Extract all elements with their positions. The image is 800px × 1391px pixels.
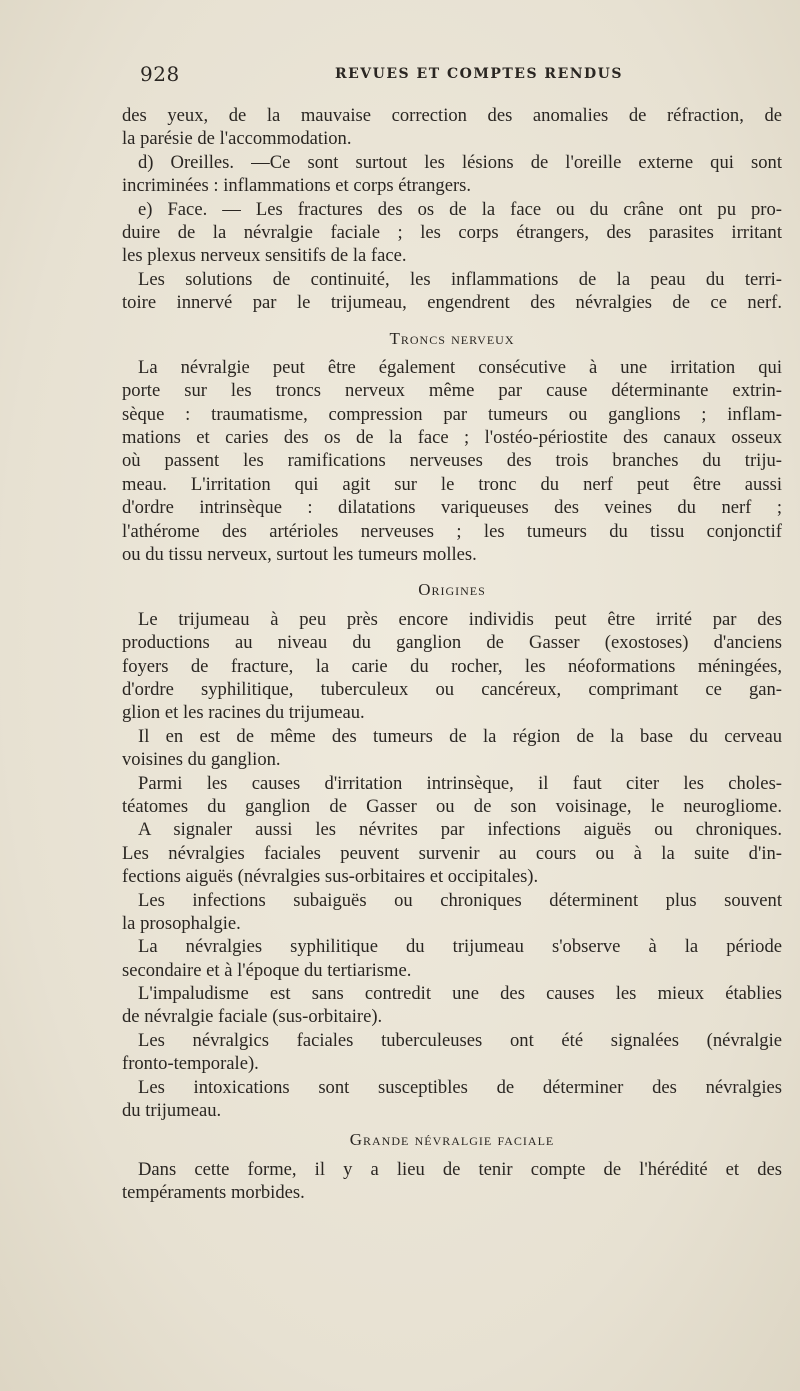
text-line: La névralgies syphilitique du trijumeau s'observe à la période [138,936,782,958]
section-heading: Grande névralgie faciale [349,1130,555,1150]
text-line: tempéraments morbides. [122,1182,305,1204]
text-line: secondaire et à l'époque du tertiarisme. [122,959,412,981]
text-line: toire innervé par le trijumeau, engendrent des névralgies de ce nerf. [122,292,782,314]
text-line: téatomes du ganglion de Gasser ou de son voisinage, le neurogliome. [122,795,782,817]
text-line: d'ordre syphilitique, tuberculeux ou cancéreux, comprimant ce gan- [122,678,782,700]
text-line: les plexus nerveux sensitifs de la face. [122,245,407,267]
text-line: Les intoxications sont susceptibles de déterminer des névralgies [138,1076,782,1098]
text-line: des yeux, de la mauvaise correction des anomalies de réfraction, de [122,105,782,126]
text-line: mations et caries des os de la face ; l'ostéo-périostite des canaux osseux [122,427,782,449]
text-line: duire de la névralgie faciale ; les corps étrangers, des parasites irritant [122,221,782,243]
text-line: sèque : traumatisme, compression par tumeurs ou ganglions ; inflam- [122,403,782,425]
text-line: porte sur les troncs nerveux même par cause déterminante extrin- [122,380,782,402]
text-line: glion et les racines du trijumeau. [122,702,365,724]
text-line: Les névralgics faciales tuberculeuses ont été signalées (névralgie [138,1029,782,1051]
text-line: fections aiguës (névralgies sus-orbitaires et occipitales). [122,866,539,888]
text-line: ou du tissu nerveux, surtout les tumeurs molles. [122,544,477,566]
section-heading: Troncs nerveux [389,328,515,348]
text-line: foyers de fracture, la carie du rocher, les néoformations méningées, [122,655,782,677]
text-line: d'ordre intrinsèque : dilatations variqueuses des veines du nerf ; [122,497,782,519]
text-line: Parmi les causes d'irritation intrinsèque, il faut citer les choles- [138,772,782,794]
text-line: incriminées : inflammations et corps étrangers. [122,175,472,197]
text-line: productions au niveau du ganglion de Gasser (exostoses) d'anciens [122,632,782,654]
text-line: e) Face. — Les fractures des os de la face ou du crâne ont pu pro- [138,198,782,220]
body-text [122,104,782,1205]
text-line: Il en est de même des tumeurs de la région de la base du cerveau [138,725,782,747]
text-line: Le trijumeau à peu près encore individis peut être irrité par des [138,608,782,630]
text-line: de névralgie faciale (sus-orbitaire). [122,1006,383,1028]
text-line: d) Oreilles. —Ce sont surtout les lésions de l'oreille externe qui sont [138,151,782,173]
text-line: Les névralgies faciales peuvent survenir au cours ou à la suite d'in- [122,842,782,864]
text-line: Dans cette forme, il y a lieu de tenir compte de l'hérédité et des [138,1158,782,1180]
text-line: l'athérome des artérioles nerveuses ; les tumeurs du tissu conjonctif [122,520,782,542]
text-line: fronto-temporale). [122,1053,259,1075]
text-line: L'impaludisme est sans contredit une des causes les mieux établies [138,983,782,1005]
section-heading: Origines [418,580,486,600]
text-line: Les infections subaiguës ou chroniques déterminent plus souvent [138,889,782,911]
text-line: A signaler aussi les névrites par infections aiguës ou chroniques. [138,819,782,841]
page-number: 928 [140,62,180,86]
page-header [140,62,780,86]
text-line: meau. L'irritation qui agit sur le tronc du nerf peut être aussi [122,473,782,495]
text-line: où passent les ramifications nerveuses des trois branches du triju- [122,450,782,472]
text-line: la prosophalgie. [122,912,241,934]
text-line: du trijumeau. [122,1100,222,1122]
text-line: Les solutions de continuité, les inflammations de la peau du terri- [138,268,782,290]
text-line: La névralgie peut être également consécutive à une irritation qui [138,356,782,378]
text-line: la parésie de l'accommodation. [122,128,352,150]
running-title: REVUES ET COMPTES RENDUS [335,66,623,82]
text-line: voisines du ganglion. [122,749,281,771]
